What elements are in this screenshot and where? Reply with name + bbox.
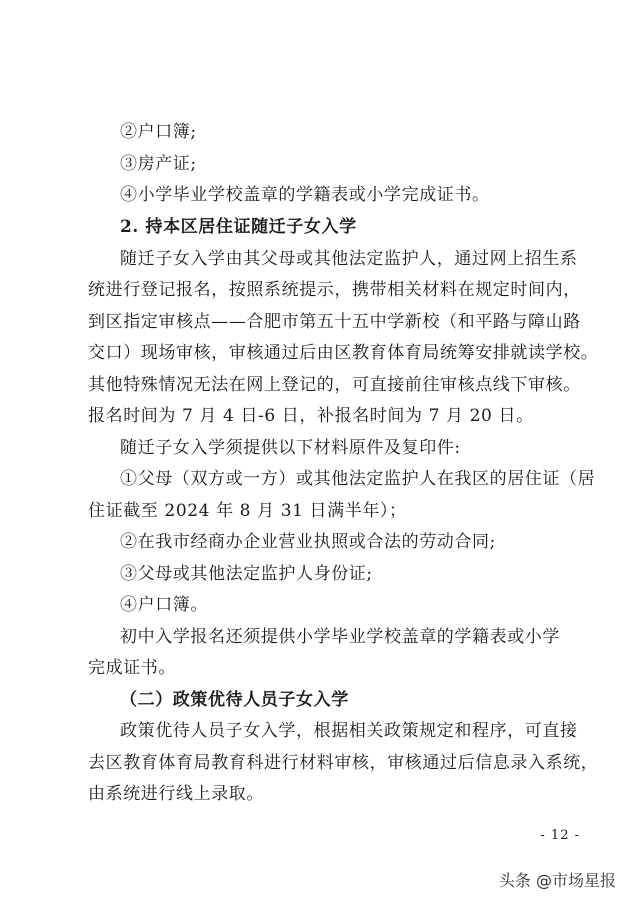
text-line: ①父母（双方或一方）或其他法定监护人在我区的居住证（居	[120, 469, 596, 489]
text-line: 政策优待人员子女入学，根据相关政策规定和程序，可直接	[120, 721, 578, 741]
text-line: ④户口簿。	[120, 595, 208, 615]
text-line: 去区教育体育局教育科进行材料审核，审核通过后信息录入系统，	[88, 753, 599, 773]
text-line: 初中入学报名还须提供小学毕业学校盖章的学籍表或小学	[120, 627, 560, 647]
text-line: 到区指定审核点——合肥市第五十五中学新校（和平路与障山路	[88, 312, 581, 332]
text-line: 住证截至 2024 年 8 月 31 日满半年）；	[88, 501, 407, 521]
text-line: 交口）现场审核，审核通过后由区教育体育局统筹安排就读学校。	[88, 343, 599, 363]
text-line: 随迁子女入学须提供以下材料原件及复印件:	[120, 438, 461, 458]
text-line: ③父母或其他法定监护人身份证;	[120, 564, 373, 584]
watermark: 头条 @市场星报	[498, 871, 616, 890]
text-line: 统进行登记报名，按照系统提示，携带相关材料在规定时间内，	[88, 280, 581, 300]
text-line: 其他特殊情况无法在网上登记的，可直接前往审核点线下审核。	[88, 375, 581, 395]
section-heading: （二）政策优待人员子女入学	[120, 690, 349, 710]
text-line: ②户口簿;	[120, 122, 197, 142]
text-line: ②在我市经商办企业营业执照或合法的劳动合同;	[120, 532, 496, 552]
section-heading: 2. 持本区居住证随迁子女入学	[120, 217, 357, 237]
text-line: 完成证书。	[88, 658, 176, 678]
text-line: 报名时间为 7 月 4 日-6 日，补报名时间为 7 月 20 日。	[88, 406, 534, 426]
text-line: ③房产证;	[120, 154, 197, 174]
page-number: - 12 -	[540, 828, 580, 843]
text-line: 由系统进行线上录取。	[88, 784, 264, 804]
text-line: ④小学毕业学校盖章的学籍表或小学完成证书。	[120, 185, 490, 205]
text-line: 随迁子女入学由其父母或其他法定监护人，通过网上招生系	[120, 249, 578, 269]
